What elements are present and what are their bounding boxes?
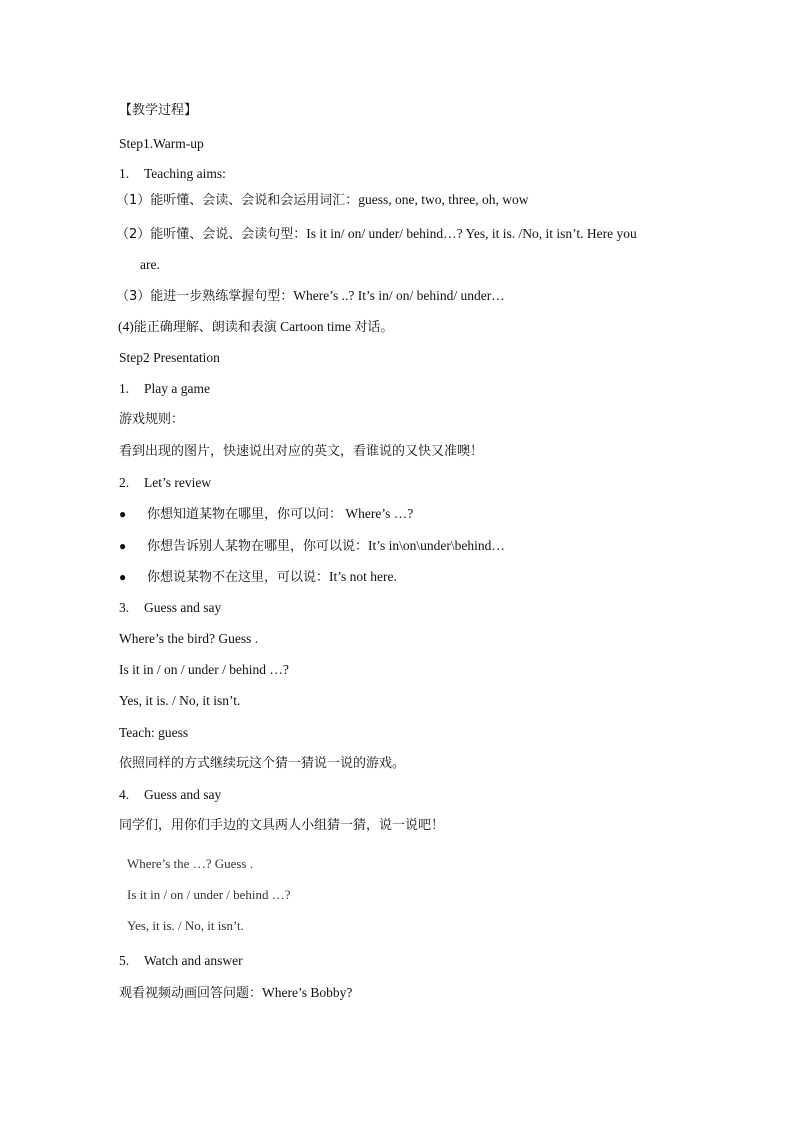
aim-1-cn: （1）能听懂、会读、会说和会运用词汇：: [116, 193, 359, 208]
aim-1: [116, 191, 529, 210]
bullet-cn: 你想说某物不在这里，可以说：: [147, 570, 330, 585]
aim-4-cn: 能正确理解、朗读和表演: [133, 320, 277, 335]
aim-4-en: Cartoon time: [276, 319, 355, 334]
bullet-dot-icon: ●: [119, 570, 127, 584]
aim-2-continued: are.: [140, 257, 160, 272]
guess-line-3: Yes, it is. / No, it isn’t.: [119, 693, 241, 708]
aim-2-en: Is it in/ on/ under/ behind…? Yes, it is. /No, it isn’t. Here you: [306, 226, 637, 241]
aim-3-cn: （3）能进一步熟练掌握句型：: [116, 289, 294, 304]
game-rules-label: 游戏规则：: [119, 412, 185, 427]
pair-line-2: Is it in / on / under / behind …?: [127, 887, 291, 902]
teaching-aims-line: [119, 165, 226, 183]
step2-title: Step2 Presentation: [119, 350, 220, 365]
bullet-en: Where’s …?: [342, 506, 414, 521]
list-number: 4.: [119, 787, 130, 802]
bullet-en: It’s not here.: [329, 569, 397, 584]
list-number: 2.: [119, 475, 130, 490]
guess-line-2: Is it in / on / under / behind …?: [119, 662, 289, 677]
bullet-item: [119, 568, 397, 587]
aim-2: [116, 225, 637, 244]
pair-line-3: Yes, it is. / No, it isn’t.: [127, 918, 244, 933]
continue-instruction: 依照同样的方式继续玩这个猜一猜说一说的游戏。: [119, 756, 406, 771]
aim-4-number: (4): [118, 319, 134, 334]
item-1-label: Play a game: [144, 381, 210, 396]
list-number: 1.: [119, 166, 130, 181]
section-heading: 【教学过程】: [119, 103, 198, 118]
aim-3-en: Where’s ..? It’s in/ on/ behind/ under…: [293, 288, 505, 303]
list-number: 5.: [119, 953, 130, 968]
teaching-aims-label: Teaching aims:: [144, 166, 226, 181]
item-4: [119, 786, 221, 804]
item-3-label: Guess and say: [144, 600, 222, 615]
item-5: [119, 952, 243, 970]
aim-2-cn: （2）能听懂、会说、会读句型：: [116, 227, 307, 242]
list-number: 3.: [119, 600, 130, 615]
bullet-dot-icon: ●: [119, 507, 127, 521]
item-2: [119, 474, 211, 492]
step1-title: Step1.Warm-up: [119, 136, 204, 151]
aim-4: [118, 318, 393, 337]
item-5-label: Watch and answer: [144, 953, 243, 968]
aim-4-cn-end: 对话。: [354, 320, 394, 335]
item-5-en: Where’s Bobby?: [262, 985, 353, 1000]
guess-line-1: Where’s the bird? Guess .: [119, 631, 259, 646]
bullet-dot-icon: ●: [119, 539, 127, 553]
aim-3: [116, 287, 505, 306]
item-2-label: Let’s review: [144, 475, 212, 490]
item-3: [119, 599, 221, 617]
item-4-instruction: 同学们，用你们手边的文具两人小组猜一猜，说一说吧！: [119, 818, 445, 833]
aim-1-en: guess, one, two, three, oh, wow: [358, 192, 529, 207]
teach-line: Teach: guess: [119, 725, 189, 740]
item-5-cn: 观看视频动画回答问题：: [119, 986, 263, 1001]
bullet-cn: 你想告诉别人某物在哪里，你可以说：: [147, 539, 369, 554]
bullet-item: [119, 505, 413, 524]
list-number: 1.: [119, 381, 130, 396]
bullet-cn: 你想知道某物在哪里，你可以问：: [147, 507, 343, 522]
item-5-question: [119, 984, 352, 1003]
item-1: [119, 380, 210, 398]
pair-line-1: Where’s the …? Guess .: [127, 856, 253, 871]
bullet-item: [119, 537, 505, 556]
bullet-en: It’s in\on\under\behind…: [368, 538, 505, 553]
game-rules-text: 看到出现的图片，快速说出对应的英文，看谁说的又快又准噢！: [119, 444, 484, 459]
item-4-label: Guess and say: [144, 787, 222, 802]
